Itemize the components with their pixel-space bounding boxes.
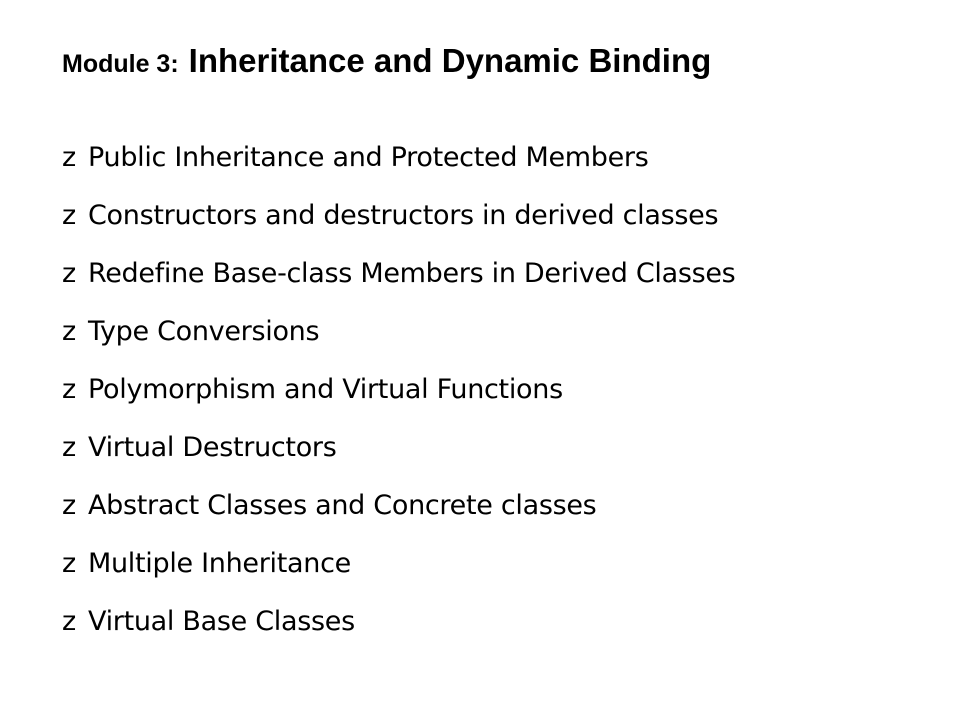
list-item-text: Constructors and destructors in derived classes: [88, 199, 719, 231]
list-item-text: Public Inheritance and Protected Members: [88, 141, 649, 173]
bullet-icon: z: [62, 141, 77, 173]
bullet-icon: z: [62, 605, 77, 637]
bullet-icon: z: [62, 431, 77, 463]
list-item-text: Type Conversions: [88, 315, 320, 347]
list-item: [62, 302, 942, 360]
module-title: Inheritance and Dynamic Binding: [188, 42, 712, 79]
module-label: Module 3:: [62, 50, 179, 78]
list-item: [62, 592, 942, 650]
list-item: [62, 476, 942, 534]
list-item-text: Multiple Inheritance: [88, 547, 351, 579]
list-item-text: Redefine Base-class Members in Derived Classes: [88, 257, 736, 289]
list-item: [62, 128, 942, 186]
list-item-text: Abstract Classes and Concrete classes: [88, 489, 597, 521]
list-item-text: Virtual Base Classes: [88, 605, 355, 637]
list-item: [62, 418, 942, 476]
list-item: [62, 244, 942, 302]
list-item: [62, 534, 942, 592]
list-item-text: Virtual Destructors: [88, 431, 337, 463]
list-item: [62, 360, 942, 418]
bullet-icon: z: [62, 257, 77, 289]
list-item-text: Polymorphism and Virtual Functions: [88, 373, 563, 405]
bullet-icon: z: [62, 489, 77, 521]
bullet-icon: z: [62, 315, 77, 347]
bullet-icon: z: [62, 199, 77, 231]
list-item: [62, 186, 942, 244]
bullet-icon: z: [62, 547, 77, 579]
slide-title: [62, 44, 942, 77]
topic-list: [62, 128, 942, 650]
bullet-icon: z: [62, 373, 77, 405]
